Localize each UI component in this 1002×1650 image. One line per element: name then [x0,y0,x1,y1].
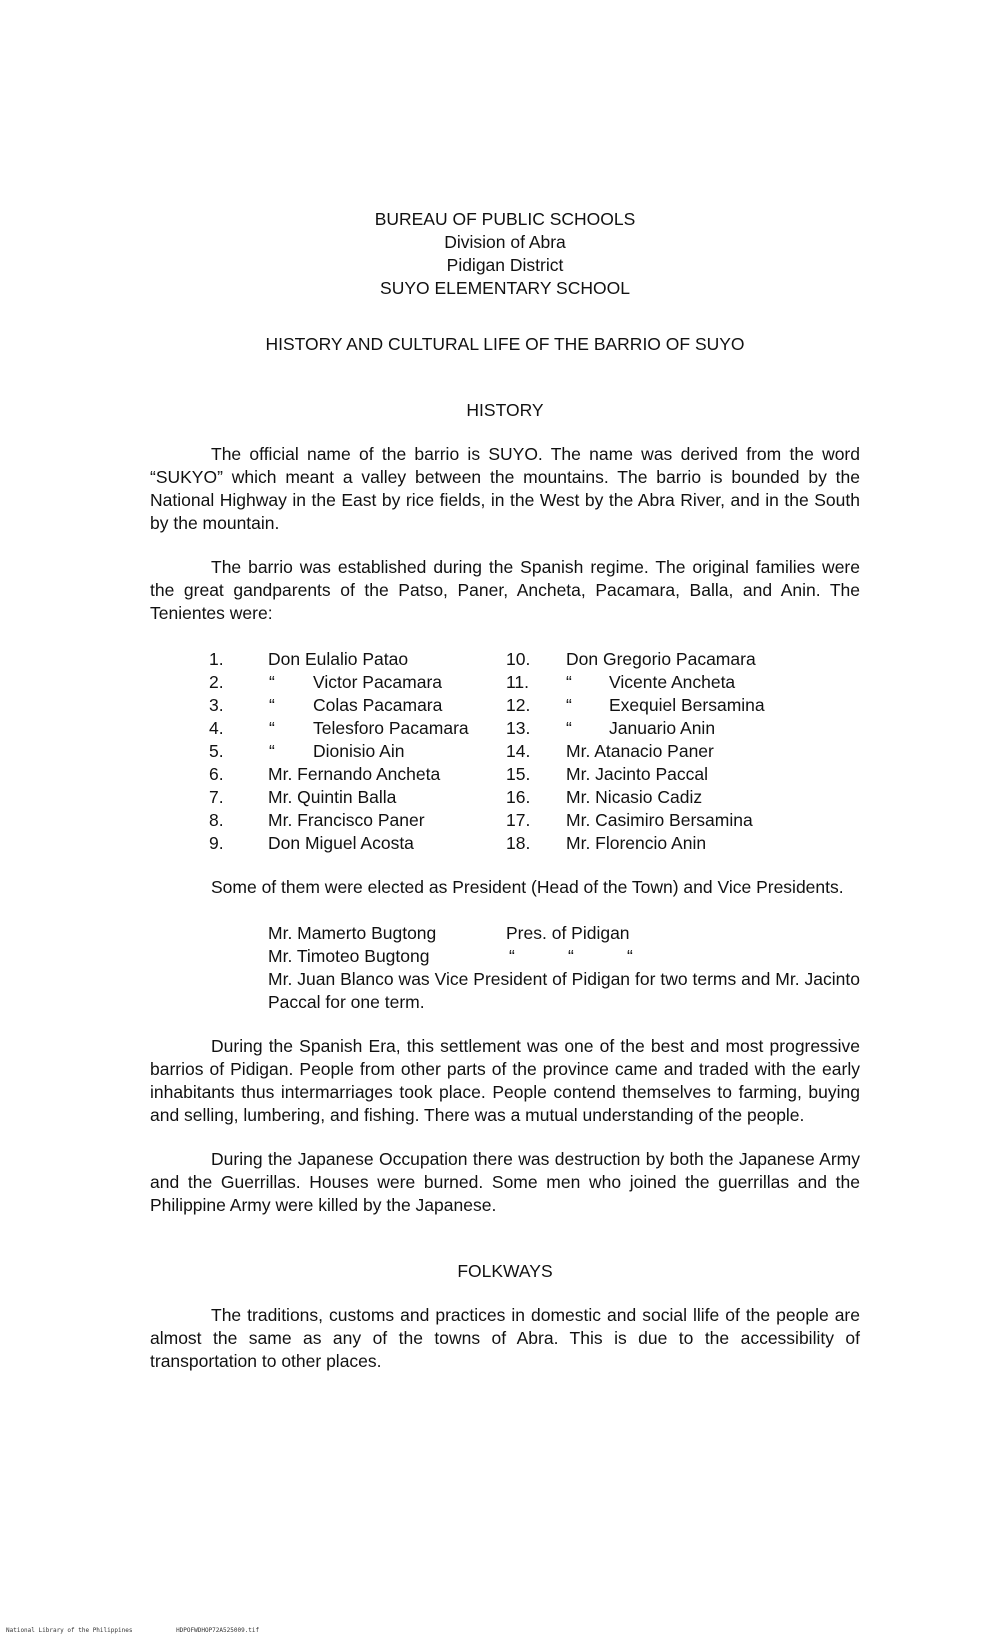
teniente-name: Mr. Nicasio Cadiz [566,787,703,807]
tenientes-list [150,648,860,855]
district-heading: Pidigan District [446,255,564,275]
teniente-name: Mr. Casimiro Bersamina [566,810,753,830]
ditto-mark: “ [566,695,572,715]
teniente-number: 2. [209,672,224,692]
teniente-number: 16. [506,787,531,807]
ditto-mark: “ [566,718,572,738]
teniente-number: 12. [506,695,531,715]
history-paragraph-5: During the Japanese Occupation there was destruction by both the Japanese Army and the Guerrillas. Houses were burned. Some men who joined the guerrillas and the Philippine Army were killed by the Japanese. [150,1149,860,1215]
teniente-name: Don Gregorio Pacamara [566,649,756,669]
teniente-number: 8. [209,810,224,830]
teniente-number: 15. [506,764,531,784]
ditto-mark: “ [269,718,275,738]
division-heading: Division of Abra [444,232,566,252]
ditto-mark: “ [566,672,572,692]
ditto-mark: “ [269,695,275,715]
teniente-name: Januario Anin [609,718,716,738]
teniente-number: 11. [506,672,530,692]
teniente-name: Mr. Florencio Anin [566,833,707,853]
teniente-name: Don Eulalio Patao [268,649,409,669]
teniente-name: Vicente Ancheta [609,672,736,692]
ditto-mark: “ [269,672,275,692]
teniente-name: Colas Pacamara [313,695,443,715]
president-name: Mr. Mamerto Bugtong [268,923,437,943]
school-heading: SUYO ELEMENTARY SCHOOL [380,278,630,298]
ditto-mark: “ [509,946,515,966]
folkways-paragraph-1: The traditions, customs and practices in domestic and social llife of the people are almost the same as any of the towns of Abra. This is due to the accessibility of transportation to other places. [150,1305,860,1371]
teniente-number: 17. [506,810,531,830]
president-role: Pres. of Pidigan [506,923,630,943]
document-title: HISTORY AND CULTURAL LIFE OF THE BARRIO OF SUYO [265,334,745,354]
ditto-mark: “ [627,946,633,966]
teniente-number: 6. [209,764,224,784]
teniente-number: 10. [506,649,531,669]
folkways-heading: FOLKWAYS [457,1261,553,1281]
teniente-name: Exequiel Bersamina [609,695,765,715]
header-block [150,208,860,300]
teniente-number: 9. [209,833,224,853]
president-name: Mr. Timoteo Bugtong [268,946,430,966]
teniente-number: 14. [506,741,531,761]
ditto-mark: “ [269,741,275,761]
library-credit: National Library of the Philippines [6,1627,133,1634]
teniente-name: Mr. Fernando Ancheta [268,764,441,784]
teniente-number: 5. [209,741,224,761]
scan-footer [6,1627,259,1634]
teniente-name: Mr. Jacinto Paccal [566,764,708,784]
teniente-name: Dionisio Ain [313,741,405,761]
presidents-block [268,922,860,1014]
teniente-number: 3. [209,695,224,715]
ditto-mark: “ [568,946,574,966]
teniente-number: 13. [506,718,531,738]
teniente-name: Mr. Francisco Paner [268,810,425,830]
teniente-name: Don Miguel Acosta [268,833,414,853]
teniente-name: Mr. Quintin Balla [268,787,397,807]
president-row [268,945,860,968]
teniente-name: Telesforo Pacamara [313,718,469,738]
teniente-number: 4. [209,718,224,738]
history-paragraph-1: The official name of the barrio is SUYO. The name was derived from the word “SUKYO” which meant a valley between the mountains. The barrio is bounded by the National Highway in the East by rice fields, in the West by the Abra River, and in the South by the mountain. [150,444,860,533]
history-paragraph-3: Some of them were elected as President (Head of the Town) and Vice Presidents. [211,877,844,897]
teniente-number: 7. [209,787,224,807]
vice-president-note: Mr. Juan Blanco was Vice President of Pidigan for two terms and Mr. Jacinto Paccal for one term. [268,969,860,1012]
history-heading: HISTORY [466,400,544,420]
history-paragraph-4: During the Spanish Era, this settlement was one of the best and most progressive barrios of Pidigan. People from other parts of the province came and traded with the early inhabitants thus intermarriages took place. People contend themselves to farming, buying and selling, lumbering, and fishing. There was a mutual understanding of the people. [150,1036,860,1125]
teniente-name: Mr. Atanacio Paner [566,741,714,761]
teniente-number: 18. [506,833,531,853]
document-page [150,208,860,1373]
file-identifier: HDPOFWDHOP72A525009.tif [176,1627,260,1634]
bureau-heading: BUREAU OF PUBLIC SCHOOLS [374,209,636,229]
history-paragraph-2: The barrio was established during the Spanish regime. The original families were the great gandparents of the Patso, Paner, Ancheta, Pacamara, Balla, and Anin. The Tenientes were: [150,557,860,623]
teniente-name: Victor Pacamara [313,672,443,692]
president-row [268,922,860,945]
teniente-number: 1. [209,649,224,669]
